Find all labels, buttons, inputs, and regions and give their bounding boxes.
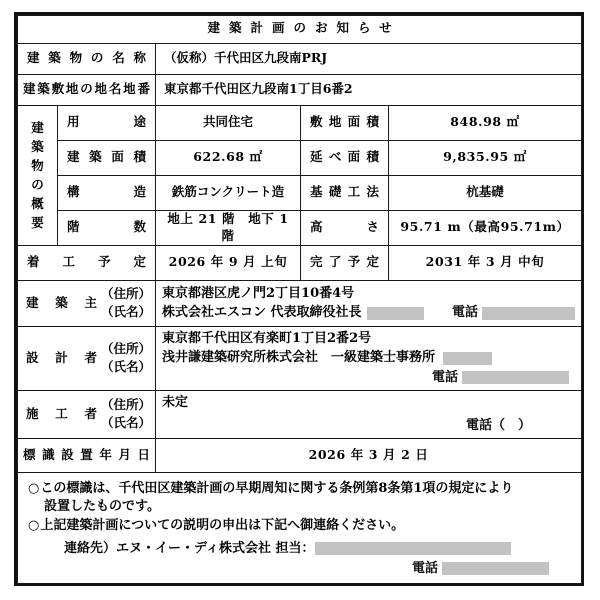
notice-contact-line <box>28 540 571 558</box>
notice-block <box>18 472 582 584</box>
notice-table <box>17 15 582 584</box>
site-address-row <box>18 74 582 105</box>
notice-text-2: 設置したものです。 <box>44 499 160 515</box>
designer-label-cell <box>18 326 156 390</box>
notice-tel-redaction <box>442 562 549 575</box>
contractor-tel-label: 電話（ ） <box>466 418 532 434</box>
site-area-value: 848.98 ㎡ <box>389 105 582 140</box>
contractor-address-line <box>162 394 575 412</box>
contractor-role-label: 施工者 <box>26 405 97 421</box>
notice-row <box>18 472 582 584</box>
use-value: 共同住宅 <box>156 105 301 140</box>
notice-line-2 <box>28 498 571 517</box>
site-address-value: 東京都千代田区九段南1丁目6番2 <box>156 74 582 105</box>
designer-name: 浅井謙建築研究所株式会社 一級建築士事務所 <box>162 350 436 366</box>
contractor-name-kind: （氏名） <box>100 415 151 431</box>
owner-details <box>156 280 582 326</box>
designer-kind-labels <box>101 340 155 376</box>
owner-name-line <box>162 304 575 322</box>
designer-details <box>156 326 582 390</box>
designer-name-kind: （氏名） <box>100 359 151 375</box>
designer-name-redaction <box>443 352 492 365</box>
owner-label-cell <box>18 280 156 326</box>
outline-floors-row <box>18 210 582 245</box>
notice-text-3: 上記建築計画についての説明の申出は下記へ御連絡ください。 <box>40 518 405 534</box>
owner-role-label: 建築主 <box>26 294 97 310</box>
building-name-row <box>18 43 582 74</box>
designer-tel-line <box>162 369 575 387</box>
building-name-value: （仮称）千代田区九段南PRJ <box>156 43 582 74</box>
owner-kind-labels <box>101 285 155 321</box>
owner-tel-label: 電話 <box>451 305 478 321</box>
schedule-row <box>18 245 582 280</box>
owner-address-line <box>162 285 575 303</box>
owner-name-kind: （氏名） <box>100 304 151 320</box>
start-date-label: 着工予定 <box>18 245 156 280</box>
outline-vertical-label-text: 建築物の概要 <box>31 120 44 231</box>
floors-value: 地上 21 階 地下 1 階 <box>156 210 301 245</box>
floors-label: 階数 <box>58 210 156 245</box>
notice-tel-label: 電話 <box>412 560 439 576</box>
notice-line-1 <box>28 480 571 499</box>
contractor-address-kind: （住所） <box>100 396 151 412</box>
building-area-label: 建築面積 <box>58 140 156 175</box>
foundation-value: 杭基礎 <box>389 175 582 210</box>
sign-date-row <box>18 438 582 472</box>
contractor-kind-labels <box>101 396 155 432</box>
sign-date-value: 2026 年 3 月 2 日 <box>156 438 582 472</box>
outline-structure-row <box>18 175 582 210</box>
notice-tel-line <box>28 560 571 578</box>
designer-role-label: 設計者 <box>26 349 97 365</box>
foundation-label: 基礎工法 <box>301 175 389 210</box>
owner-row <box>18 280 582 326</box>
designer-address-line <box>162 330 575 348</box>
outline-area-row <box>18 140 582 175</box>
notice-bullet-2-icon: ○ <box>28 518 40 534</box>
owner-tel-redaction <box>482 307 575 320</box>
designer-tel-redaction <box>462 371 569 384</box>
outline-vertical-label <box>18 105 58 245</box>
contractor-row <box>18 390 582 438</box>
building-name-label: 建築物の名称 <box>18 43 156 74</box>
total-floor-area-value: 9,835.95 ㎡ <box>389 140 582 175</box>
owner-name: 株式会社エスコン 代表取締役社長 <box>162 305 362 321</box>
contractor-tel-line <box>162 417 575 435</box>
use-label: 用途 <box>58 105 156 140</box>
notice-contact-redaction <box>315 542 511 555</box>
notice-line-3 <box>28 517 571 536</box>
completion-date-value: 2031 年 3 月 中旬 <box>389 245 582 280</box>
site-address-label: 建築敷地の地名地番 <box>18 74 156 105</box>
owner-address-kind: （住所） <box>100 286 151 302</box>
sign-date-label: 標識設置年月日 <box>18 438 156 472</box>
site-area-label: 敷地面積 <box>301 105 389 140</box>
designer-address-kind: （住所） <box>100 341 151 357</box>
owner-name-redaction <box>367 307 424 320</box>
contractor-address: 未定 <box>162 394 189 410</box>
height-value: 95.71 m（最高95.71m） <box>389 210 582 245</box>
page-title: 建築計画のお知らせ <box>18 16 582 44</box>
title-row <box>18 16 582 44</box>
owner-address: 東京都港区虎ノ門2丁目10番4号 <box>162 285 355 301</box>
notice-text-1: この標識は、千代田区建築計画の早期周知に関する条例第8条第1項の規定により <box>40 480 514 496</box>
structure-value: 鉄筋コンクリート造 <box>156 175 301 210</box>
building-area-value: 622.68 ㎡ <box>156 140 301 175</box>
contractor-details <box>156 390 582 438</box>
designer-address: 東京都千代田区有楽町1丁目2番2号 <box>162 330 372 346</box>
total-floor-area-label: 延べ面積 <box>301 140 389 175</box>
structure-label: 構造 <box>58 175 156 210</box>
designer-row <box>18 326 582 390</box>
notice-contact-prefix: 連絡先）エヌ・イー・ディ株式会社 担当： <box>64 541 315 557</box>
designer-tel-label: 電話 <box>432 369 459 385</box>
construction-notice-board <box>14 12 584 586</box>
notice-bullet-1-icon: ○ <box>28 480 40 496</box>
contractor-label-cell <box>18 390 156 438</box>
height-label: 高さ <box>301 210 389 245</box>
outline-use-row <box>18 105 582 140</box>
start-date-value: 2026 年 9 月 上旬 <box>156 245 301 280</box>
completion-date-label: 完了予定 <box>301 245 389 280</box>
designer-name-line <box>162 349 575 367</box>
